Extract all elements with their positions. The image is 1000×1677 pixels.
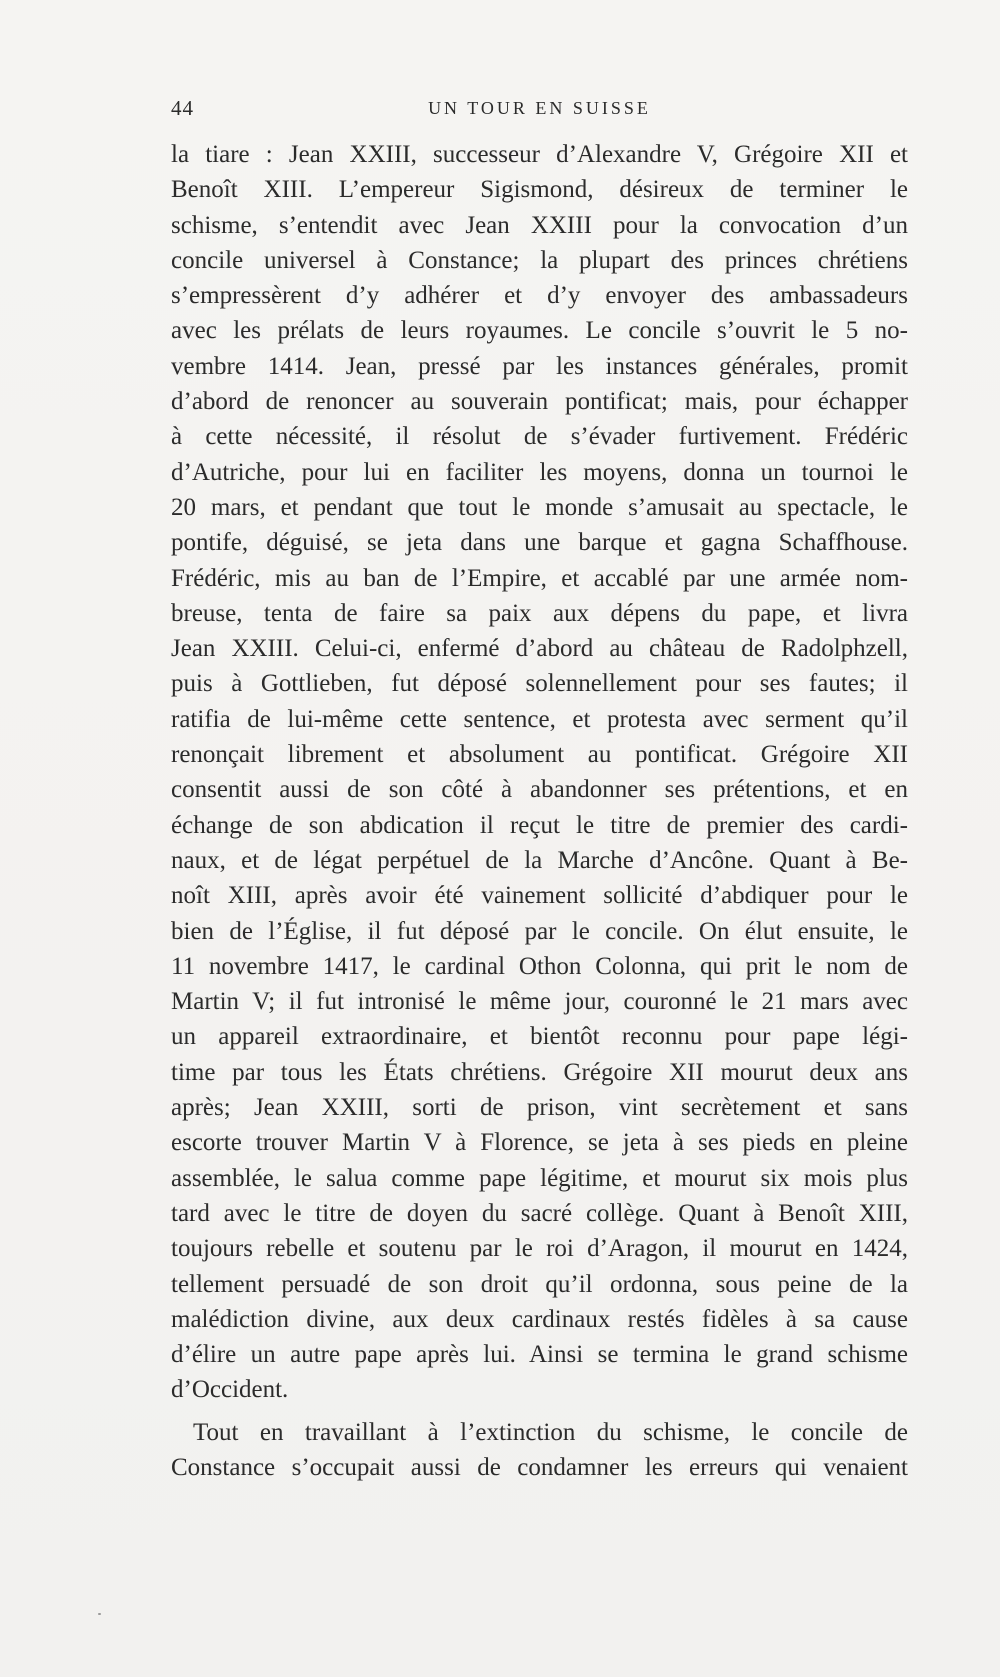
text-line: la tiare : Jean XXIII, successeur d’Alexandre V, Grégoire XII et — [171, 141, 908, 168]
text-line: Constance s’occupait aussi de condamner les erreurs qui venaient — [171, 1453, 908, 1481]
text-line: Martin V; il fut intronisé le même jour, couronné le 21 mars avec — [171, 988, 908, 1016]
text-line: Frédéric, mis au ban de l’Empire, et accablé par une armée nom- — [171, 564, 908, 592]
text-line: Tout en travaillant à l’extinction du schisme, le concile de — [193, 1418, 908, 1446]
text-line: tard avec le titre de doyen du sacré collège. Quant à Benoît XIII, — [171, 1199, 908, 1227]
text-line: naux, et de légat perpétuel de la Marche d’Ancône. Quant à Be- — [171, 846, 908, 874]
text-line: bien de l’Église, il fut déposé par le concile. On élut ensuite, le — [171, 917, 908, 945]
text-line: avec les prélats de leurs royaumes. Le concile s’ouvrit le 5 no- — [171, 317, 908, 345]
text-line: toujours rebelle et soutenu par le roi d’Aragon, il mourut en 1424, — [171, 1235, 908, 1263]
text-line: d’Autriche, pour lui en faciliter les moyens, donna un tournoi le — [171, 458, 908, 486]
paragraph-gap — [171, 1408, 908, 1415]
running-head — [171, 96, 908, 122]
text-line: assemblée, le salua comme pape légitime, et mourut six mois plus — [171, 1164, 908, 1192]
text-line: d’Occident. — [171, 1376, 289, 1404]
text-line: après; Jean XXIII, sorti de prison, vint secrètement et sans — [171, 1094, 908, 1122]
text-line: breuse, tenta de faire sa paix aux dépens du pape, et livra — [171, 599, 908, 627]
text-line: renonçait librement et absolument au pontificat. Grégoire XII — [171, 741, 908, 769]
text-line: pontife, déguisé, se jeta dans une barque et gagna Schaffhouse. — [171, 529, 908, 557]
text-line: Jean XXIII. Celui-ci, enfermé d’abord au château de Radolphzell, — [171, 635, 908, 663]
text-line: d’abord de renoncer au souverain pontificat; mais, pour échapper — [171, 388, 908, 416]
text-line: s’empressèrent d’y adhérer et d’y envoyer des ambassadeurs — [171, 282, 908, 310]
text-line: un appareil extraordinaire, et bientôt reconnu pour pape légi- — [171, 1023, 908, 1051]
text-line: tellement persuadé de son droit qu’il ordonna, sous peine de la — [171, 1270, 908, 1298]
text-line: consentit aussi de son côté à abandonner ses prétentions, et en — [171, 776, 908, 804]
text-line: 20 mars, et pendant que tout le monde s’amusait au spectacle, le — [171, 493, 908, 521]
body-text — [171, 137, 908, 1485]
text-line: schisme, s’entendit avec Jean XXIII pour la convocation d’un — [171, 211, 908, 239]
paragraph — [171, 1415, 908, 1486]
text-line: malédiction divine, aux deux cardinaux restés fidèles à sa cause — [171, 1305, 908, 1333]
text-line: concile universel à Constance; la plupart des princes chrétiens — [171, 246, 908, 274]
text-line: 11 novembre 1417, le cardinal Othon Colonna, qui prit le nom de — [171, 952, 908, 980]
text-line: time par tous les États chrétiens. Grégoire XII mourut deux ans — [171, 1058, 908, 1086]
text-line: Benoît XIII. L’empereur Sigismond, désireux de terminer le — [171, 176, 908, 204]
text-line: ratifia de lui-même cette sentence, et protesta avec serment qu’il — [171, 705, 908, 733]
text-line: à cette nécessité, il résolut de s’évader furtivement. Frédéric — [171, 423, 908, 451]
running-title: UN TOUR EN SUISSE — [428, 98, 651, 118]
text-line: puis à Gottlieben, fut déposé solennellement pour ses fautes; il — [171, 670, 908, 698]
page-number: 44 — [171, 96, 194, 120]
paragraph — [171, 137, 908, 1408]
text-line: d’élire un autre pape après lui. Ainsi se termina le grand schisme — [171, 1341, 908, 1369]
text-line: échange de son abdication il reçut le titre de premier des cardi- — [171, 811, 908, 839]
text-line: noît XIII, après avoir été vainement sollicité d’abdiquer pour le — [171, 882, 908, 910]
paper-speck — [98, 1613, 101, 1615]
text-line: escorte trouver Martin V à Florence, se jeta à ses pieds en pleine — [171, 1129, 908, 1157]
text-line: vembre 1414. Jean, pressé par les instances générales, promit — [171, 352, 908, 380]
